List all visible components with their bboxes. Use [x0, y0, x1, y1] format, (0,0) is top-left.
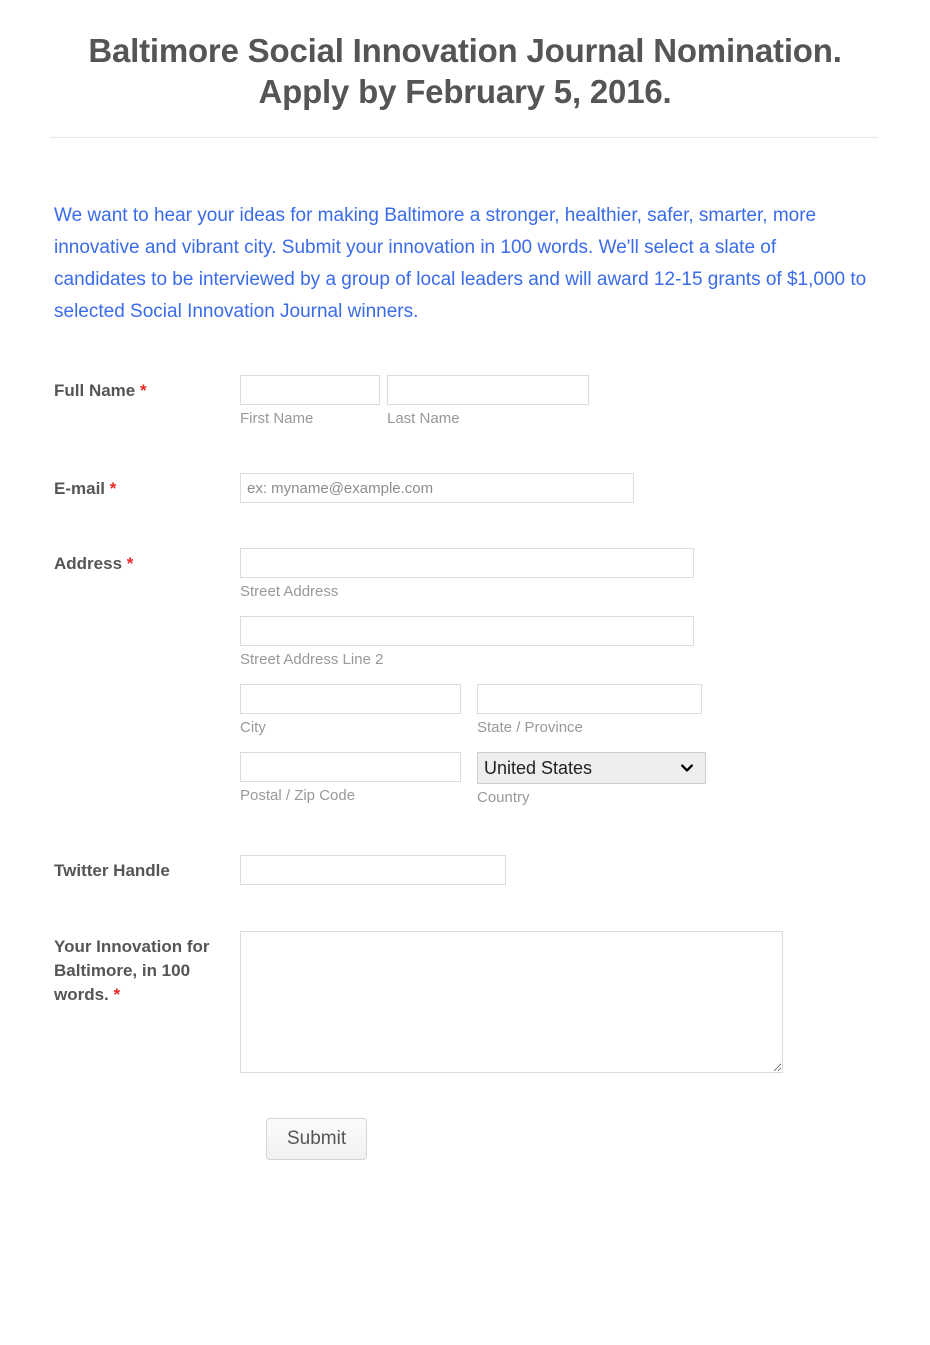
- label-innovation-text: Your Innovation for Baltimore, in 100 words.: [54, 937, 210, 1004]
- field-row-email: [0, 429, 930, 503]
- country-select-wrap: [477, 752, 706, 784]
- last-name-column: [387, 375, 589, 429]
- last-name-sublabel: Last Name: [387, 410, 460, 427]
- required-asterisk: *: [109, 479, 117, 498]
- first-name-input[interactable]: [240, 375, 380, 405]
- first-name-column: [240, 375, 380, 429]
- twitter-handle-input[interactable]: [240, 855, 506, 885]
- street-address-group: [240, 548, 930, 602]
- intro-paragraph: We want to hear your ideas for making Baltimore a stronger, healthier, safer, smarter, more innovative and vibrant city. Submit your innovation in 100 words. We'll select a slate of candidates to be interviewed by a group of local leaders and will award 12-15 grants of $1,000 to selected Social Innovation Journal winners.: [54, 205, 867, 322]
- field-innovation: [240, 931, 930, 1073]
- state-column: [477, 684, 702, 738]
- city-input[interactable]: [240, 684, 461, 714]
- postal-country-row: [240, 738, 930, 808]
- city-sublabel: City: [240, 719, 266, 736]
- required-asterisk: *: [113, 985, 121, 1004]
- required-asterisk: *: [139, 381, 147, 400]
- innovation-textarea[interactable]: [240, 931, 783, 1073]
- postal-zip-code-input[interactable]: [240, 752, 461, 782]
- form-header: [0, 0, 930, 138]
- field-twitter-handle: [240, 855, 930, 885]
- state-province-sublabel: State / Province: [477, 719, 583, 736]
- submit-button[interactable]: Submit: [266, 1118, 367, 1160]
- label-email: [54, 473, 240, 501]
- name-input-group: [240, 375, 930, 429]
- country-select[interactable]: [477, 752, 706, 784]
- street-address-sublabel: Street Address: [240, 583, 339, 600]
- submit-row: [0, 1073, 930, 1160]
- street-address-2-group: [240, 602, 930, 670]
- field-row-twitter: [0, 808, 930, 885]
- required-asterisk: *: [126, 554, 134, 573]
- field-row-full-name: [0, 375, 930, 429]
- field-row-innovation: [0, 885, 930, 1073]
- city-column: [240, 684, 461, 738]
- street-address-2-sublabel: Street Address Line 2: [240, 651, 384, 668]
- field-address: [240, 548, 930, 808]
- label-full-name-text: Full Name: [54, 381, 136, 400]
- country-column: [477, 752, 702, 808]
- email-input[interactable]: [240, 473, 634, 503]
- label-innovation: [54, 931, 240, 1007]
- street-address-line-2-input[interactable]: [240, 616, 694, 646]
- field-row-address: [0, 503, 930, 808]
- postal-zip-code-sublabel: Postal / Zip Code: [240, 787, 356, 804]
- city-state-row: [240, 670, 930, 738]
- field-email: [240, 473, 930, 503]
- page-title: Baltimore Social Innovation Journal Nomination. Apply by February 5, 2016.: [88, 32, 842, 110]
- country-sublabel: Country: [477, 789, 530, 806]
- last-name-input[interactable]: [387, 375, 589, 405]
- label-twitter-handle: Twitter Handle: [54, 861, 170, 880]
- nomination-form: [0, 328, 930, 1160]
- first-name-sublabel: First Name: [240, 410, 314, 427]
- state-province-input[interactable]: [477, 684, 702, 714]
- label-address: [54, 548, 240, 576]
- street-address-input[interactable]: [240, 548, 694, 578]
- label-full-name: [54, 375, 240, 403]
- intro-block: [0, 138, 930, 328]
- postal-column: [240, 752, 461, 808]
- label-email-text: E-mail: [54, 479, 106, 498]
- field-full-name: [240, 375, 930, 429]
- label-address-text: Address: [54, 554, 123, 573]
